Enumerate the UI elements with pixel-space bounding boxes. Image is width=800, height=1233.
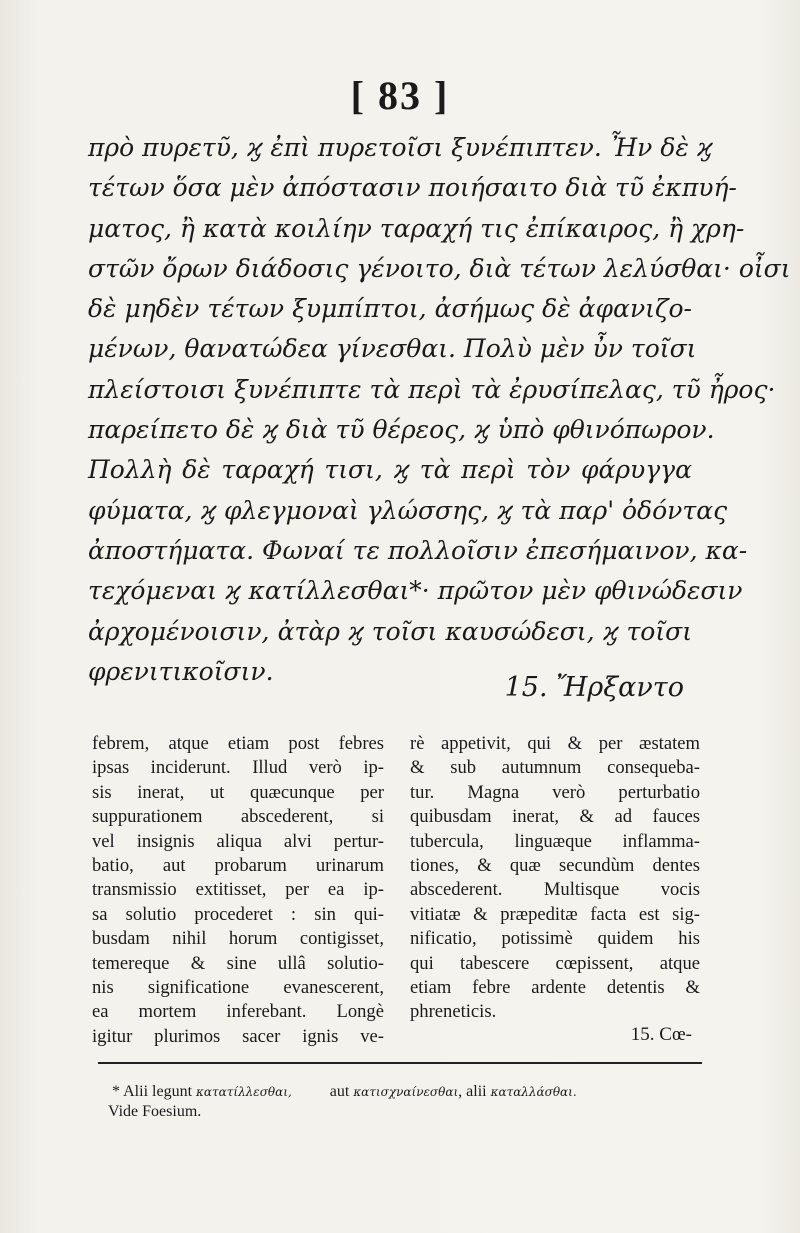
latin-line: & sub autumnum consequeba- bbox=[410, 757, 700, 779]
footnote-line bbox=[112, 1082, 702, 1102]
greek-line: ματος, ἢ κατὰ κοιλίην ταραχή τις ἐπίκαιρος, ἢ χρη- bbox=[88, 213, 745, 243]
latin-line: etiam febre ardente detentis & bbox=[410, 976, 700, 998]
latin-line: transmissio extitisset, per ea ip- bbox=[92, 879, 384, 901]
footnote bbox=[108, 1082, 702, 1122]
latin-line: vel insignis aliqua alvi pertur- bbox=[92, 830, 384, 852]
latin-line: batio, aut probarum urinarum bbox=[92, 854, 384, 876]
greek-line: Πολλὴ δὲ ταραχή τισι, ϗ τὰ περὶ τὸν φάρυγγα bbox=[88, 455, 692, 485]
footnote-prefix: Alii legunt bbox=[123, 1083, 193, 1100]
greek-catchword: 15. Ἤρξαντο bbox=[504, 672, 684, 703]
footnote-line: Vide Foesium. bbox=[108, 1103, 202, 1120]
latin-line: febrem, atque etiam post febres bbox=[92, 733, 384, 754]
latin-line: qui tabescere cœpissent, atque bbox=[410, 952, 700, 974]
greek-line: πλείστοισι ξυνέπιπτε τὰ περὶ τὰ ἐρυσίπελας, τῦ ἦρος· bbox=[88, 374, 776, 404]
greek-line: ἀποστήματα. Φωναί τε πολλοῖσιν ἐπεσήμαινον, κα- bbox=[88, 535, 748, 565]
footnote-variant: κατατίλλεσθαι, bbox=[196, 1085, 292, 1099]
footnote-alii: , alii bbox=[458, 1083, 487, 1100]
latin-line: quibusdam inerat, & ad fauces bbox=[410, 806, 700, 828]
latin-line: suppurationem abscederent, si bbox=[92, 806, 384, 828]
latin-line: ea mortem inferebant. Longè bbox=[92, 1001, 384, 1023]
footnote-aut: aut bbox=[329, 1083, 350, 1100]
latin-line: tiones, & quæ secundùm dentes bbox=[410, 854, 700, 876]
latin-line: ipsas inciderunt. Illud verò ip- bbox=[92, 757, 384, 779]
greek-line: φρενιτικοῖσιν. bbox=[88, 656, 274, 686]
latin-line: temereque & sine ullâ solutio- bbox=[92, 952, 384, 974]
latin-catchword: 15. Cœ- bbox=[630, 1024, 692, 1045]
footnote-variant: κατισχναίνεσθαι bbox=[353, 1085, 459, 1099]
latin-line: nificatio, potissimè quidem his bbox=[410, 928, 700, 950]
footnote-rule bbox=[98, 1062, 702, 1064]
greek-line: φύματα, ϗ φλεγμοναὶ γλώσσης, ϗ τὰ παρ' ὀδόντας bbox=[88, 495, 728, 525]
latin-line: sis inerat, ut quæcunque per bbox=[92, 781, 384, 803]
latin-line: abscederent. Multisque vocis bbox=[410, 879, 700, 901]
latin-line: busdam nihil horum contigisset, bbox=[92, 928, 384, 950]
page-number: [ 83 ] bbox=[350, 73, 450, 118]
greek-line: στῶν ὄρων διάδοσις γένοιτο, διὰ τέτων λελύσθαι· οἶσι bbox=[88, 253, 791, 283]
latin-line: tubercula, linguæque inflamma- bbox=[410, 830, 700, 852]
greek-line: τεχόμεναι ϗ κατίλλεσθαι*· πρῶτον μὲν φθινώδεσιν bbox=[88, 576, 743, 606]
footnote-marker: * bbox=[112, 1083, 120, 1100]
greek-line: παρείπετο δὲ ϗ διὰ τῦ θέρεος, ϗ ὑπὸ φθινόπωρον. bbox=[88, 415, 715, 445]
greek-line: τέτων ὅσα μὲν ἀπόστασιν ποιήσαιτο διὰ τῦ ἐκπυή- bbox=[88, 173, 737, 203]
latin-line: vitiatæ & præpeditæ facta est sig- bbox=[410, 903, 700, 925]
latin-column-left bbox=[92, 732, 384, 1049]
latin-line: phreneticis. bbox=[410, 1001, 497, 1023]
greek-line: μένων, θανατώδεα γίνεσθαι. Πολὺ μὲν ὖν τοῖσι bbox=[88, 334, 697, 364]
latin-line: rè appetivit, qui & per æstatem bbox=[410, 733, 700, 754]
latin-line: nis significatione evanescerent, bbox=[92, 976, 384, 998]
footnote-variant: καταλλάσθαι. bbox=[490, 1085, 577, 1099]
greek-text-block bbox=[88, 128, 791, 692]
latin-line: igitur plurimos sacer ignis ve- bbox=[92, 1025, 384, 1047]
latin-line: sa solutio procederet : sin qui- bbox=[92, 903, 384, 925]
greek-line: πρὸ πυρετῦ, ϗ ἐπὶ πυρετοῖσι ξυνέπιπτεν. Ἦν δὲ ϗ bbox=[88, 133, 713, 162]
greek-line: ἀρχομένοισιν, ἀτὰρ ϗ τοῖσι καυσώδεσι, ϗ τοῖσι bbox=[88, 616, 692, 646]
greek-line: δὲ μηδὲν τέτων ξυμπίπτοι, ἀσήμως δὲ ἀφανιζο- bbox=[88, 294, 692, 324]
latin-column-right bbox=[410, 732, 700, 1025]
latin-line: tur. Magna verò perturbatio bbox=[410, 781, 700, 803]
